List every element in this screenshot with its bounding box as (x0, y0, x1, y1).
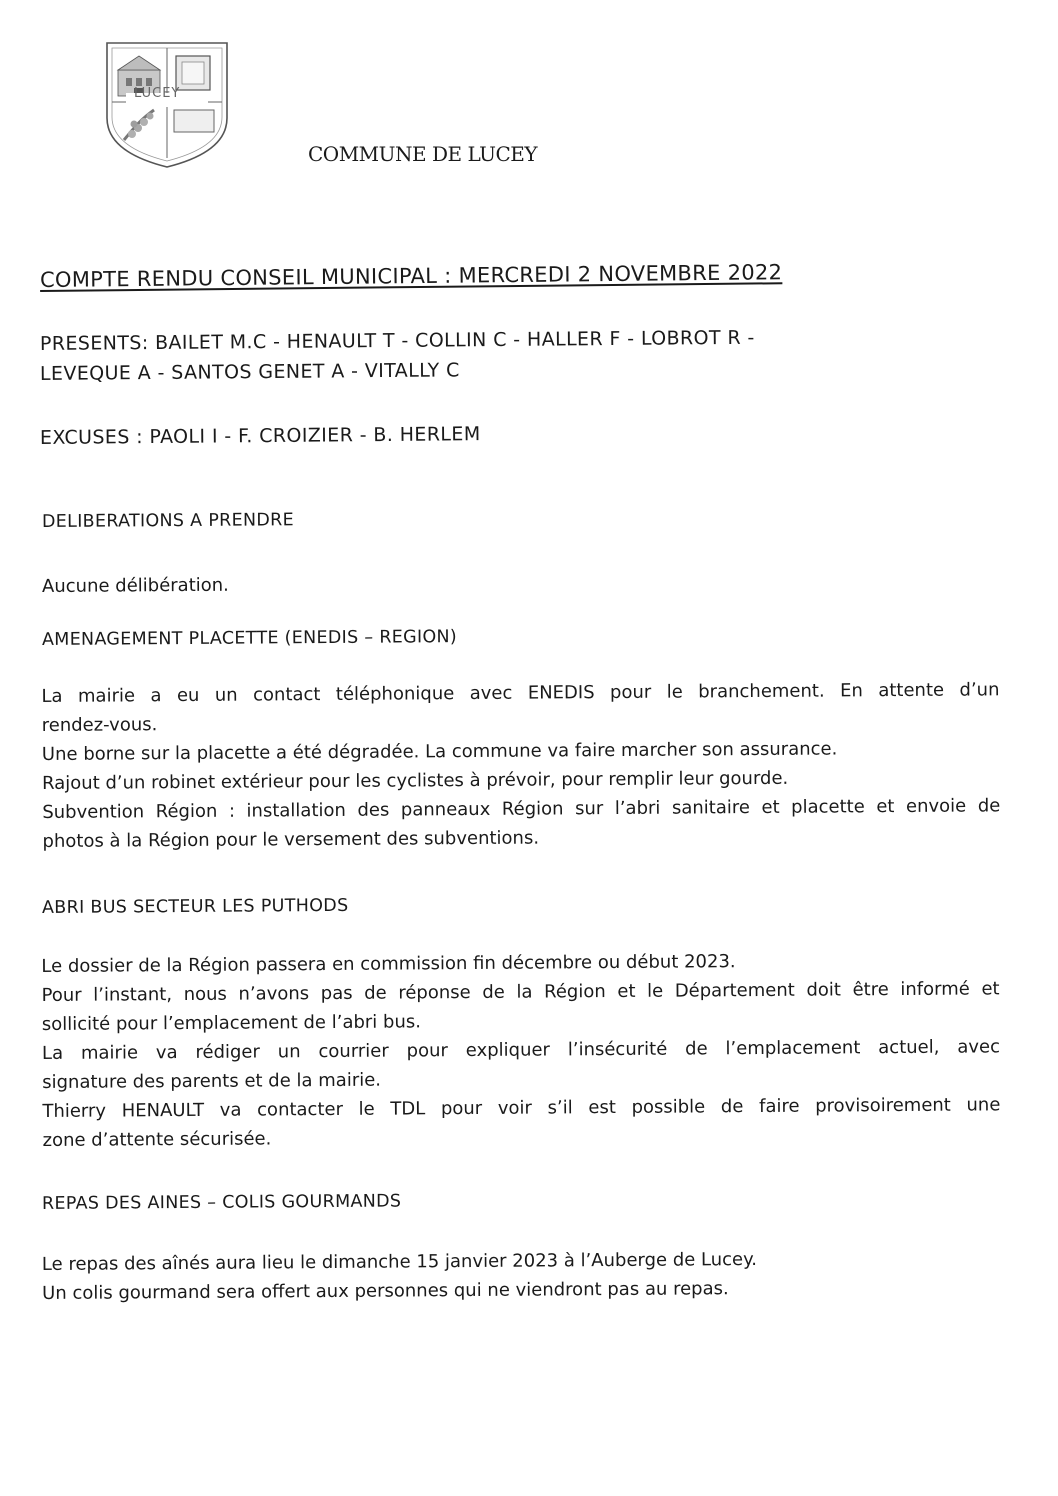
presents-line-1: PRESENTS: BAILET M.C - HENAULT T - COLLIN C - HALLER F - LOBROT R - (39, 326, 755, 355)
paragraph-line: zone d’attente sécurisée. (42, 1128, 272, 1151)
paragraph-line: Rajout d’un robinet extérieur pour les cyclistes à prévoir, pour remplir leur gourde. (42, 767, 789, 794)
presents-line-2: LEVEQUE A - SANTOS GENET A - VITALLY C (39, 359, 460, 385)
paragraph-line: rendez-vous. (41, 714, 158, 737)
paragraph-line: Le dossier de la Région passera en commission fin décembre ou début 2023. (41, 951, 736, 978)
paragraph-line: Thierry HENAULT va contacter le TDL pour voir s’il est possible de faire provisoirement une (42, 1094, 1001, 1122)
paragraph-line: Aucune délibération. (41, 574, 229, 597)
commune-title: COMMUNE DE LUCEY (308, 142, 538, 166)
excuses-line: EXCUSES : PAOLI I - F. CROIZIER - B. HERLEM (39, 423, 481, 449)
paragraph-line: Un colis gourmand sera offert aux personnes qui ne viendront pas au repas. (42, 1278, 729, 1304)
paragraph-line: signature des parents et de la mairie. (42, 1069, 382, 1093)
paragraph-line: La mairie va rédiger un courrier pour expliquer l’insécurité de l’emplacement actuel, avec (41, 1036, 1001, 1064)
crest-label: LUCEY (134, 86, 181, 101)
paragraph-line: La mairie a eu un contact téléphonique avec ENEDIS pour le branchement. En attente d’un (41, 679, 1000, 708)
paragraph-line: Subvention Région : installation des panneaux Région sur l’abri sanitaire et placette et envoie de (42, 795, 1001, 823)
section-heading-placette: AMENAGEMENT PLACETTE (ENEDIS – REGION) (41, 627, 458, 650)
document-title: COMPTE RENDU CONSEIL MUNICIPAL : MERCREDI 2 NOVEMBRE 2022 (39, 260, 783, 292)
paragraph-line: Pour l’instant, nous n’avons pas de réponse de la Région et le Département doit être informé et (41, 978, 1000, 1007)
section-body-repas (42, 1243, 1000, 1308)
paragraph-line: sollicité pour l’emplacement de l’abri bus. (41, 1011, 421, 1036)
paragraph-line: Une borne sur la placette a été dégradée. La commune va faire marcher son assurance. (41, 738, 838, 766)
section-body-deliberations (42, 565, 1000, 601)
paragraph-line: photos à la Région pour le versement des subventions. (42, 827, 540, 852)
crest-logo (104, 40, 230, 170)
section-heading-deliberations: DELIBERATIONS A PRENDRE (41, 510, 295, 532)
section-body-placette (41, 675, 1000, 856)
section-heading-repas: REPAS DES AINES – COLIS GOURMANDS (41, 1191, 402, 1214)
paragraph-line: Le repas des aînés aura lieu le dimanche 15 janvier 2023 à l’Auberge de Lucey. (41, 1249, 757, 1276)
section-heading-abri-bus: ABRI BUS SECTEUR LES PUTHODS (41, 895, 349, 918)
section-body-abri-bus (41, 945, 1000, 1155)
